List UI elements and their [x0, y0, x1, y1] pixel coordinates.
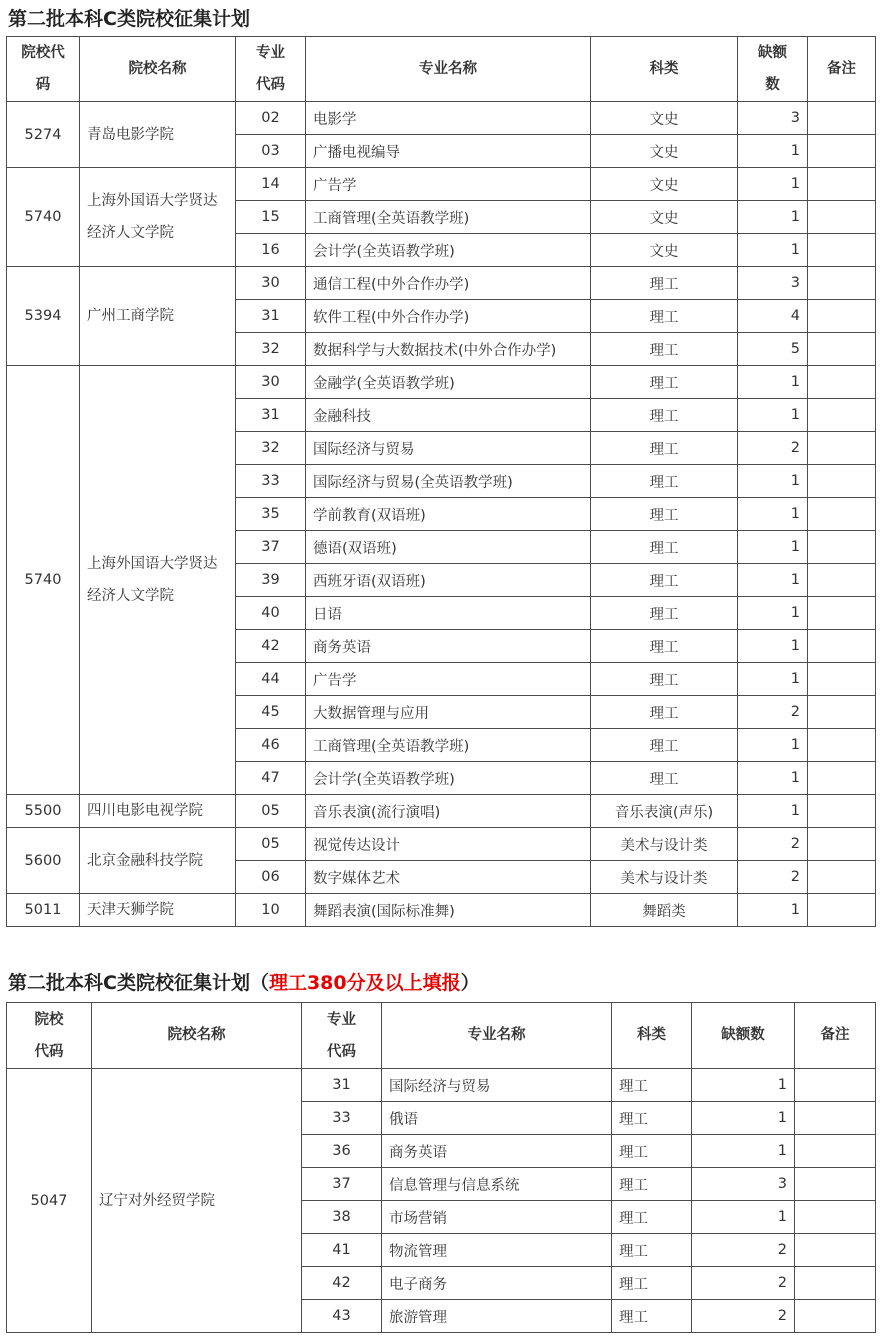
major-name-cell: 国际经济与贸易(全英语教学班) [306, 465, 591, 498]
remark-cell [808, 531, 876, 564]
school-name-cell: 北京金融科技学院 [80, 828, 236, 894]
table-row [7, 894, 876, 927]
major-name-cell: 市场营销 [382, 1201, 612, 1234]
vacancy-cell: 5 [738, 333, 808, 366]
header-vacancy: 缺额数 [738, 37, 808, 102]
category-cell: 理工 [591, 498, 738, 531]
major-code-cell: 15 [236, 201, 306, 234]
remark-cell [808, 696, 876, 729]
category-cell: 理工 [591, 564, 738, 597]
major-name-cell: 广告学 [306, 168, 591, 201]
major-code-cell: 42 [302, 1267, 382, 1300]
school-code-cell: 5740 [7, 168, 80, 267]
remark-cell [808, 762, 876, 795]
category-cell: 理工 [612, 1300, 692, 1333]
major-code-cell: 32 [236, 432, 306, 465]
major-name-cell: 音乐表演(流行演唱) [306, 795, 591, 828]
category-cell: 理工 [591, 333, 738, 366]
major-name-cell: 国际经济与贸易 [382, 1069, 612, 1102]
vacancy-cell: 1 [738, 894, 808, 927]
major-name-cell: 大数据管理与应用 [306, 696, 591, 729]
major-name-cell: 通信工程(中外合作办学) [306, 267, 591, 300]
school-name-cell: 青岛电影学院 [80, 102, 236, 168]
header-school-name: 院校名称 [80, 37, 236, 102]
major-code-cell: 05 [236, 828, 306, 861]
header-school-code: 院校代码 [7, 37, 80, 102]
school-name-cell: 上海外国语大学贤达经济人文学院 [80, 168, 236, 267]
category-cell: 音乐表演(声乐) [591, 795, 738, 828]
table-row [7, 102, 876, 135]
page-title-1: 第二批本科C类院校征集计划 [8, 8, 250, 30]
vacancy-cell: 1 [738, 465, 808, 498]
major-name-cell: 视觉传达设计 [306, 828, 591, 861]
remark-cell [808, 333, 876, 366]
major-name-cell: 数字媒体艺术 [306, 861, 591, 894]
major-code-cell: 02 [236, 102, 306, 135]
major-name-cell: 物流管理 [382, 1234, 612, 1267]
remark-cell [808, 366, 876, 399]
category-cell: 理工 [591, 597, 738, 630]
school-code-cell: 5274 [7, 102, 80, 168]
remark-cell [795, 1300, 876, 1333]
major-name-cell: 工商管理(全英语教学班) [306, 729, 591, 762]
remark-cell [808, 498, 876, 531]
title-2-end: ） [460, 972, 480, 994]
vacancy-cell: 1 [738, 597, 808, 630]
major-code-cell: 37 [236, 531, 306, 564]
school-code-cell: 5394 [7, 267, 80, 366]
category-cell: 理工 [591, 531, 738, 564]
category-cell: 舞蹈类 [591, 894, 738, 927]
school-code-cell: 5740 [7, 366, 80, 795]
remark-cell [808, 234, 876, 267]
major-code-cell: 31 [302, 1069, 382, 1102]
title-2-highlight: 理工380分及以上填报 [268, 972, 461, 994]
vacancy-cell: 3 [738, 267, 808, 300]
major-code-cell: 33 [236, 465, 306, 498]
major-code-cell: 36 [302, 1135, 382, 1168]
major-code-cell: 31 [236, 300, 306, 333]
category-cell: 理工 [591, 432, 738, 465]
category-cell: 理工 [591, 465, 738, 498]
remark-cell [808, 399, 876, 432]
vacancy-cell: 1 [738, 135, 808, 168]
category-cell: 理工 [612, 1234, 692, 1267]
vacancy-cell: 1 [738, 234, 808, 267]
remark-cell [808, 828, 876, 861]
recruitment-table-1 [6, 36, 876, 927]
major-code-cell: 33 [302, 1102, 382, 1135]
remark-cell [808, 663, 876, 696]
vacancy-cell: 3 [738, 102, 808, 135]
header-remark: 备注 [795, 1003, 876, 1069]
category-cell: 理工 [591, 696, 738, 729]
major-code-cell: 43 [302, 1300, 382, 1333]
school-code-cell: 5011 [7, 894, 80, 927]
major-code-cell: 30 [236, 267, 306, 300]
table-row [7, 1069, 876, 1102]
remark-cell [795, 1102, 876, 1135]
vacancy-cell: 1 [692, 1102, 795, 1135]
remark-cell [808, 102, 876, 135]
remark-cell [808, 465, 876, 498]
remark-cell [808, 168, 876, 201]
category-cell: 理工 [591, 762, 738, 795]
header-school-name: 院校名称 [92, 1003, 302, 1069]
category-cell: 理工 [612, 1267, 692, 1300]
major-code-cell: 14 [236, 168, 306, 201]
category-cell: 文史 [591, 135, 738, 168]
major-code-cell: 31 [236, 399, 306, 432]
major-name-cell: 学前教育(双语班) [306, 498, 591, 531]
major-code-cell: 37 [302, 1168, 382, 1201]
header-major-name: 专业名称 [306, 37, 591, 102]
vacancy-cell: 2 [692, 1267, 795, 1300]
school-name-cell: 广州工商学院 [80, 267, 236, 366]
vacancy-cell: 1 [738, 762, 808, 795]
major-name-cell: 数据科学与大数据技术(中外合作办学) [306, 333, 591, 366]
vacancy-cell: 2 [692, 1234, 795, 1267]
recruitment-table-2 [6, 1002, 876, 1333]
remark-cell [808, 861, 876, 894]
major-name-cell: 金融学(全英语教学班) [306, 366, 591, 399]
remark-cell [808, 630, 876, 663]
major-code-cell: 40 [236, 597, 306, 630]
vacancy-cell: 1 [738, 531, 808, 564]
table-header-row [7, 37, 876, 102]
major-code-cell: 35 [236, 498, 306, 531]
major-name-cell: 商务英语 [382, 1135, 612, 1168]
vacancy-cell: 1 [738, 168, 808, 201]
table-header-row [7, 1003, 876, 1069]
title-2-main: 第二批本科C类院校征集计划（ [8, 972, 269, 994]
major-name-cell: 广播电视编导 [306, 135, 591, 168]
major-code-cell: 39 [236, 564, 306, 597]
remark-cell [795, 1201, 876, 1234]
major-code-cell: 47 [236, 762, 306, 795]
header-major-code: 专业代码 [236, 37, 306, 102]
category-cell: 理工 [612, 1201, 692, 1234]
remark-cell [808, 267, 876, 300]
major-code-cell: 45 [236, 696, 306, 729]
vacancy-cell: 2 [738, 696, 808, 729]
school-name-cell: 上海外国语大学贤达经济人文学院 [80, 366, 236, 795]
remark-cell [808, 300, 876, 333]
category-cell: 理工 [591, 267, 738, 300]
table-row [7, 795, 876, 828]
major-name-cell: 会计学(全英语教学班) [306, 234, 591, 267]
major-code-cell: 06 [236, 861, 306, 894]
major-name-cell: 德语(双语班) [306, 531, 591, 564]
header-vacancy: 缺额数 [692, 1003, 795, 1069]
major-code-cell: 42 [236, 630, 306, 663]
category-cell: 理工 [591, 399, 738, 432]
vacancy-cell: 1 [738, 795, 808, 828]
remark-cell [808, 795, 876, 828]
major-name-cell: 舞蹈表演(国际标准舞) [306, 894, 591, 927]
category-cell: 理工 [591, 729, 738, 762]
category-cell: 理工 [612, 1168, 692, 1201]
remark-cell [808, 729, 876, 762]
remark-cell [808, 201, 876, 234]
vacancy-cell: 4 [738, 300, 808, 333]
major-name-cell: 软件工程(中外合作办学) [306, 300, 591, 333]
school-code-cell: 5047 [7, 1069, 92, 1333]
major-name-cell: 电子商务 [382, 1267, 612, 1300]
vacancy-cell: 1 [738, 366, 808, 399]
major-name-cell: 金融科技 [306, 399, 591, 432]
school-name-cell: 天津天狮学院 [80, 894, 236, 927]
page-title-2 [8, 968, 480, 995]
major-code-cell: 05 [236, 795, 306, 828]
vacancy-cell: 1 [692, 1069, 795, 1102]
category-cell: 理工 [612, 1102, 692, 1135]
vacancy-cell: 1 [692, 1135, 795, 1168]
remark-cell [808, 432, 876, 465]
header-category: 科类 [612, 1003, 692, 1069]
major-name-cell: 国际经济与贸易 [306, 432, 591, 465]
remark-cell [795, 1069, 876, 1102]
major-name-cell: 广告学 [306, 663, 591, 696]
school-code-cell: 5600 [7, 828, 80, 894]
vacancy-cell: 2 [738, 828, 808, 861]
header-remark: 备注 [808, 37, 876, 102]
major-name-cell: 商务英语 [306, 630, 591, 663]
remark-cell [795, 1168, 876, 1201]
category-cell: 文史 [591, 168, 738, 201]
category-cell: 理工 [591, 300, 738, 333]
vacancy-cell: 2 [738, 861, 808, 894]
category-cell: 美术与设计类 [591, 861, 738, 894]
vacancy-cell: 1 [738, 663, 808, 696]
table-row [7, 168, 876, 201]
major-name-cell: 会计学(全英语教学班) [306, 762, 591, 795]
category-cell: 美术与设计类 [591, 828, 738, 861]
header-category: 科类 [591, 37, 738, 102]
vacancy-cell: 1 [738, 201, 808, 234]
vacancy-cell: 3 [692, 1168, 795, 1201]
category-cell: 文史 [591, 102, 738, 135]
remark-cell [795, 1267, 876, 1300]
category-cell: 理工 [612, 1069, 692, 1102]
remark-cell [795, 1135, 876, 1168]
category-cell: 文史 [591, 201, 738, 234]
remark-cell [808, 894, 876, 927]
header-school-code: 院校代码 [7, 1003, 92, 1069]
remark-cell [808, 135, 876, 168]
major-name-cell: 电影学 [306, 102, 591, 135]
category-cell: 理工 [591, 366, 738, 399]
header-major-name: 专业名称 [382, 1003, 612, 1069]
major-code-cell: 03 [236, 135, 306, 168]
major-name-cell: 西班牙语(双语班) [306, 564, 591, 597]
category-cell: 理工 [612, 1135, 692, 1168]
vacancy-cell: 1 [738, 399, 808, 432]
vacancy-cell: 1 [692, 1201, 795, 1234]
vacancy-cell: 1 [738, 729, 808, 762]
major-name-cell: 日语 [306, 597, 591, 630]
header-major-code: 专业代码 [302, 1003, 382, 1069]
category-cell: 文史 [591, 234, 738, 267]
table-row [7, 366, 876, 399]
table-row [7, 267, 876, 300]
category-cell: 理工 [591, 663, 738, 696]
vacancy-cell: 1 [738, 498, 808, 531]
major-name-cell: 信息管理与信息系统 [382, 1168, 612, 1201]
vacancy-cell: 2 [692, 1300, 795, 1333]
vacancy-cell: 1 [738, 630, 808, 663]
major-name-cell: 旅游管理 [382, 1300, 612, 1333]
major-code-cell: 46 [236, 729, 306, 762]
vacancy-cell: 2 [738, 432, 808, 465]
major-name-cell: 工商管理(全英语教学班) [306, 201, 591, 234]
school-code-cell: 5500 [7, 795, 80, 828]
remark-cell [795, 1234, 876, 1267]
major-name-cell: 俄语 [382, 1102, 612, 1135]
table-row [7, 828, 876, 861]
major-code-cell: 38 [302, 1201, 382, 1234]
major-code-cell: 30 [236, 366, 306, 399]
remark-cell [808, 597, 876, 630]
school-name-cell: 辽宁对外经贸学院 [92, 1069, 302, 1333]
school-name-cell: 四川电影电视学院 [80, 795, 236, 828]
major-code-cell: 32 [236, 333, 306, 366]
major-code-cell: 41 [302, 1234, 382, 1267]
category-cell: 理工 [591, 630, 738, 663]
major-code-cell: 10 [236, 894, 306, 927]
major-code-cell: 44 [236, 663, 306, 696]
major-code-cell: 16 [236, 234, 306, 267]
vacancy-cell: 1 [738, 564, 808, 597]
remark-cell [808, 564, 876, 597]
